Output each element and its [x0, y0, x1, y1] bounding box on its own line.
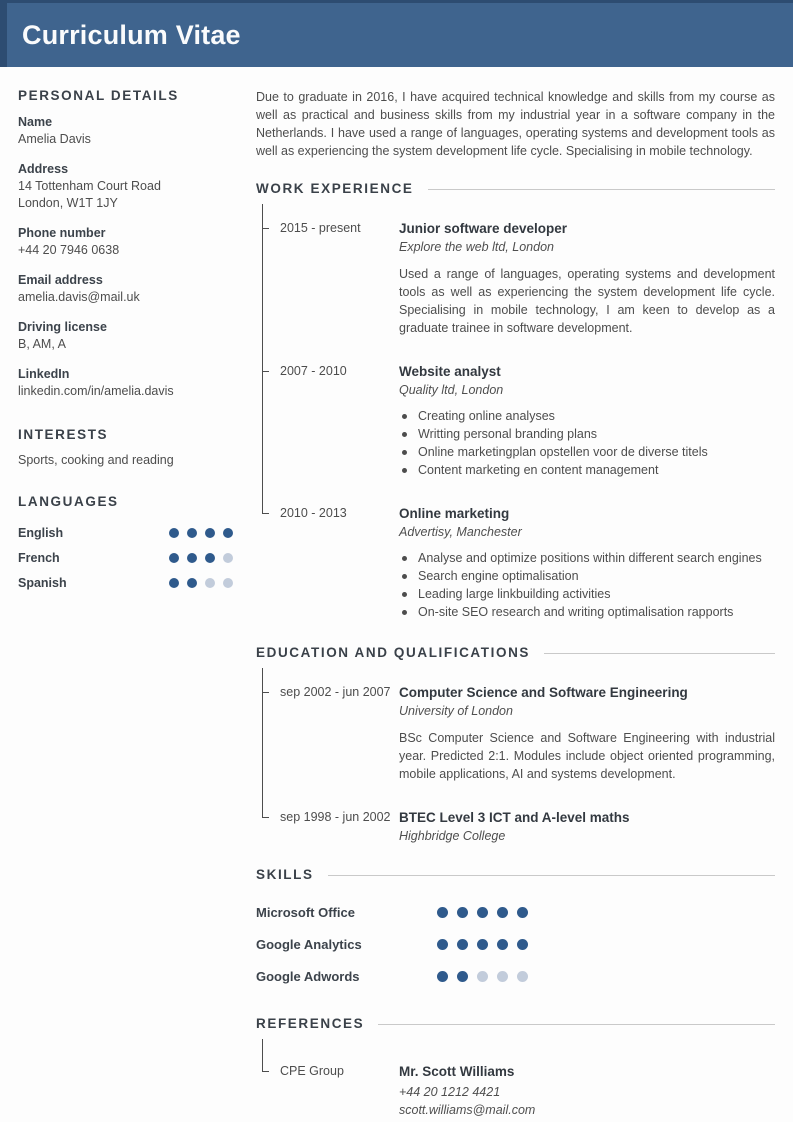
- entry-bullets: [399, 549, 775, 621]
- language-row: [18, 520, 233, 545]
- field-label: LinkedIn: [18, 367, 70, 381]
- level-dot: [223, 578, 233, 588]
- skill-label: Google Analytics: [256, 936, 362, 952]
- reference-phone: +44 20 1212 4421: [399, 1085, 501, 1099]
- reference-body: [399, 1063, 775, 1119]
- heading-rule: [328, 875, 775, 876]
- personal-details-section: [18, 88, 233, 400]
- level-dot: [437, 907, 448, 918]
- skill-row: [256, 928, 775, 960]
- level-dot: [187, 553, 197, 563]
- entry-body: [399, 684, 775, 783]
- level-dot: [457, 907, 468, 918]
- language-label: Spanish: [18, 575, 67, 590]
- bullet-item: Online marketingplan opstellen voor de diverse titels: [399, 443, 775, 461]
- level-dot: [205, 578, 215, 588]
- work-entry: [262, 363, 775, 505]
- interests-section: [18, 427, 233, 467]
- references-timeline: [262, 1039, 775, 1119]
- work-experience-heading: [256, 181, 775, 196]
- entry-subtitle: University of London: [399, 704, 513, 718]
- skill-level-dots: [437, 939, 537, 950]
- skill-level-dots: [437, 971, 537, 982]
- work-entry: [262, 505, 775, 621]
- field-value-line: Amelia Davis: [18, 132, 91, 146]
- field-value: [18, 289, 233, 306]
- field-label: Email address: [18, 273, 103, 287]
- level-dot: [205, 553, 215, 563]
- personal-detail-field: [18, 366, 233, 400]
- entry-period: 2007 - 2010: [280, 364, 347, 378]
- heading-rule: [544, 653, 775, 654]
- level-dot: [457, 971, 468, 982]
- level-dot: [223, 528, 233, 538]
- bullet-item: Leading large linkbuilding activities: [399, 585, 775, 603]
- entry-period: sep 1998 - jun 2002: [280, 810, 391, 824]
- field-label: Name: [18, 115, 53, 129]
- skills-list: [256, 890, 775, 992]
- level-dot: [517, 939, 528, 950]
- entry-body: [399, 363, 775, 479]
- level-dot: [457, 939, 468, 950]
- entry-body: [399, 220, 775, 337]
- skills-section: [256, 867, 775, 992]
- language-level-dots: [161, 578, 233, 588]
- level-dot: [477, 939, 488, 950]
- interests-text: Sports, cooking and reading: [18, 453, 174, 467]
- level-dot: [517, 971, 528, 982]
- section-title: EDUCATION AND QUALIFICATIONS: [256, 645, 531, 660]
- level-dot: [223, 553, 233, 563]
- field-value-line: linkedin.com/in/amelia.davis: [18, 384, 174, 398]
- language-row: [18, 545, 233, 570]
- personal-details-heading: PERSONAL DETAILS: [18, 88, 179, 103]
- skills-heading: [256, 867, 775, 882]
- personal-detail-field: [18, 114, 233, 148]
- level-dot: [497, 939, 508, 950]
- entry-subtitle: Highbridge College: [399, 829, 506, 843]
- field-value: [18, 131, 233, 148]
- languages-list: [18, 520, 233, 595]
- work-experience-section: [256, 181, 775, 621]
- bullet-item: Creating online analyses: [399, 407, 775, 425]
- level-dot: [169, 553, 179, 563]
- education-section: [256, 645, 775, 843]
- skill-row: [256, 960, 775, 992]
- entry-body: [399, 505, 775, 621]
- field-value: [18, 178, 233, 212]
- field-value-line: London, W1T 1JY: [18, 196, 118, 210]
- references-heading: [256, 1016, 775, 1031]
- heading-rule: [428, 189, 775, 190]
- skill-label: Microsoft Office: [256, 904, 355, 920]
- section-title: WORK EXPERIENCE: [256, 181, 414, 196]
- entry-title: Website analyst: [399, 364, 501, 379]
- level-dot: [477, 971, 488, 982]
- reference-email: scott.williams@mail.com: [399, 1103, 536, 1117]
- section-title: SKILLS: [256, 867, 314, 882]
- content: [0, 67, 793, 1122]
- entry-body: [399, 809, 775, 843]
- personal-details-list: [18, 114, 233, 400]
- section-title: REFERENCES: [256, 1016, 365, 1031]
- level-dot: [437, 939, 448, 950]
- level-dot: [497, 907, 508, 918]
- education-entry: [262, 684, 775, 809]
- bullet-item: Writting personal branding plans: [399, 425, 775, 443]
- field-value-line: amelia.davis@mail.uk: [18, 290, 140, 304]
- languages-section: [18, 494, 233, 595]
- personal-detail-field: [18, 272, 233, 306]
- personal-detail-field: [18, 161, 233, 212]
- field-value: [18, 336, 233, 353]
- level-dot: [437, 971, 448, 982]
- field-value: [18, 242, 233, 259]
- education-timeline: [262, 668, 775, 843]
- bullet-item: Content marketing en content management: [399, 461, 775, 479]
- entry-subtitle: Explore the web ltd, London: [399, 240, 554, 254]
- profile-summary: Due to graduate in 2016, I have acquired technical knowledge and skills from my course as well as practical and business skills from my industrial year in a software company in the Netherlands. I have used a range of languages, operating systems and development tools as well as experiencing the system development life cycle. Specialising in mobile technology.: [256, 90, 775, 158]
- level-dot: [205, 528, 215, 538]
- level-dot: [187, 528, 197, 538]
- language-label: English: [18, 525, 64, 540]
- references-section: [256, 1016, 775, 1119]
- entry-description: BSc Computer Science and Software Engineering with industrial year. Predicted 2:1. Modules include object oriented programming, mobile applications, AI and systems development.: [399, 731, 775, 781]
- bullet-item: Search engine optimalisation: [399, 567, 775, 585]
- personal-detail-field: [18, 225, 233, 259]
- entry-period: 2015 - present: [280, 221, 361, 235]
- field-value-line: +44 20 7946 0638: [18, 243, 120, 257]
- heading-rule: [378, 1024, 775, 1025]
- education-entry: [262, 809, 775, 843]
- education-heading: [256, 645, 775, 660]
- language-level-dots: [161, 553, 233, 563]
- field-label: Address: [18, 162, 69, 176]
- language-level-dots: [161, 528, 233, 538]
- level-dot: [187, 578, 197, 588]
- level-dot: [517, 907, 528, 918]
- field-label: Driving license: [18, 320, 107, 334]
- bullet-item: Analyse and optimize positions within different search engines: [399, 549, 775, 567]
- entry-subtitle: Advertisy, Manchester: [399, 525, 522, 539]
- reference-name: Mr. Scott Williams: [399, 1064, 515, 1079]
- personal-detail-field: [18, 319, 233, 353]
- level-dot: [497, 971, 508, 982]
- level-dot: [477, 907, 488, 918]
- bullet-item: On-site SEO research and writing optimalisation rapports: [399, 603, 775, 621]
- sidebar: [18, 88, 233, 1122]
- field-value-line: 14 Tottenham Court Road: [18, 179, 161, 193]
- language-row: [18, 570, 233, 595]
- reference-entry: [262, 1063, 775, 1119]
- main-column: [256, 88, 775, 1122]
- field-label: Phone number: [18, 226, 106, 240]
- level-dot: [169, 578, 179, 588]
- entry-subtitle: Quality ltd, London: [399, 383, 504, 397]
- field-value-line: B, AM, A: [18, 337, 66, 351]
- skill-level-dots: [437, 907, 537, 918]
- entry-title: Computer Science and Software Engineering: [399, 685, 688, 700]
- language-label: French: [18, 550, 60, 565]
- reference-company: CPE Group: [280, 1064, 344, 1078]
- page-title: Curriculum Vitae: [22, 19, 241, 50]
- skill-row: [256, 896, 775, 928]
- work-entry: [262, 220, 775, 363]
- header-bar: [0, 0, 793, 67]
- entry-bullets: [399, 407, 775, 479]
- entry-description: Used a range of languages, operating systems and development tools as well as experiencing the system development life cycle. Specialising in mobile technology, I am keen to develop as a graduate trainee in software development.: [399, 267, 775, 335]
- work-experience-timeline: [262, 204, 775, 621]
- entry-title: Junior software developer: [399, 221, 568, 236]
- entry-period: sep 2002 - jun 2007: [280, 685, 391, 699]
- field-value: [18, 383, 233, 400]
- level-dot: [169, 528, 179, 538]
- skill-label: Google Adwords: [256, 968, 360, 984]
- entry-period: 2010 - 2013: [280, 506, 347, 520]
- interests-heading: INTERESTS: [18, 427, 109, 442]
- entry-title: BTEC Level 3 ICT and A-level maths: [399, 810, 630, 825]
- entry-title: Online marketing: [399, 506, 510, 521]
- languages-heading: LANGUAGES: [18, 494, 119, 509]
